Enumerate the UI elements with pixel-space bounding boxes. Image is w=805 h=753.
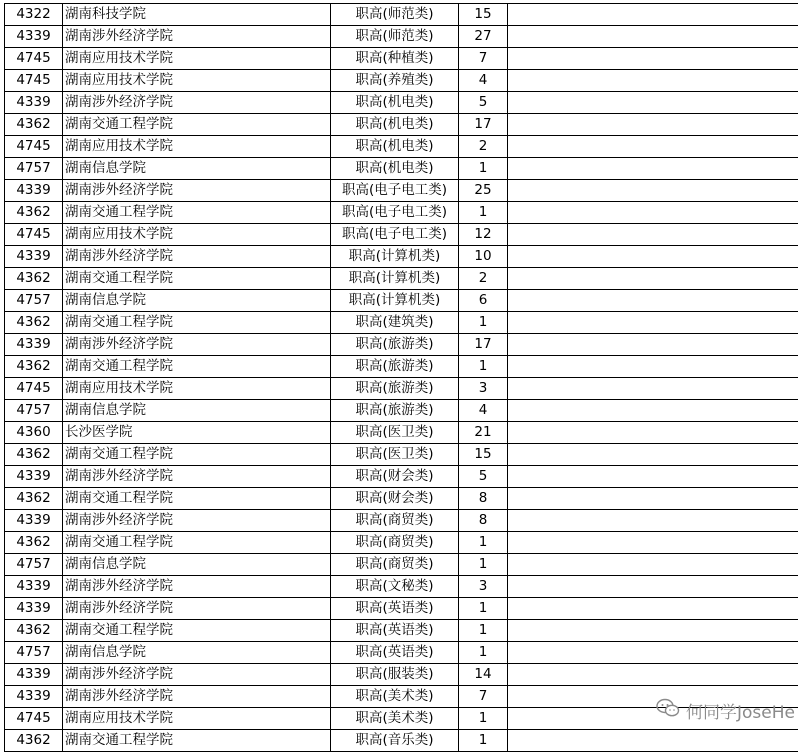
school-cell: 湖南涉外经济学院 (63, 92, 331, 114)
table-row (5, 444, 799, 466)
type-cell: 职高(美术类) (331, 708, 459, 730)
school-cell: 湖南涉外经济学院 (63, 246, 331, 268)
count-cell: 5 (459, 466, 508, 488)
type-cell: 职高(商贸类) (331, 510, 459, 532)
school-cell: 湖南交通工程学院 (63, 620, 331, 642)
school-cell: 湖南交通工程学院 (63, 730, 331, 752)
empty-cell (508, 70, 799, 92)
table-row (5, 114, 799, 136)
count-cell: 3 (459, 576, 508, 598)
code-cell: 4757 (5, 400, 63, 422)
type-cell: 职高(机电类) (331, 158, 459, 180)
table-row (5, 246, 799, 268)
table-row (5, 488, 799, 510)
code-cell: 4339 (5, 598, 63, 620)
school-cell: 湖南涉外经济学院 (63, 598, 331, 620)
school-cell: 湖南信息学院 (63, 400, 331, 422)
table-row (5, 400, 799, 422)
code-cell: 4745 (5, 224, 63, 246)
type-cell: 职高(计算机类) (331, 268, 459, 290)
count-cell: 1 (459, 202, 508, 224)
empty-cell (508, 92, 799, 114)
code-cell: 4339 (5, 246, 63, 268)
watermark-text: 何同学JoseHe (686, 703, 795, 723)
school-cell: 湖南涉外经济学院 (63, 664, 331, 686)
table-row (5, 180, 799, 202)
empty-cell (508, 356, 799, 378)
type-cell: 职高(旅游类) (331, 378, 459, 400)
empty-cell (508, 136, 799, 158)
empty-cell (508, 730, 799, 752)
type-cell: 职高(旅游类) (331, 334, 459, 356)
count-cell: 2 (459, 268, 508, 290)
type-cell: 职高(机电类) (331, 136, 459, 158)
count-cell: 1 (459, 598, 508, 620)
code-cell: 4757 (5, 158, 63, 180)
table-row (5, 312, 799, 334)
type-cell: 职高(商贸类) (331, 532, 459, 554)
type-cell: 职高(英语类) (331, 598, 459, 620)
school-cell: 湖南应用技术学院 (63, 48, 331, 70)
code-cell: 4339 (5, 26, 63, 48)
code-cell: 4745 (5, 378, 63, 400)
empty-cell (508, 664, 799, 686)
count-cell: 4 (459, 400, 508, 422)
type-cell: 职高(英语类) (331, 620, 459, 642)
type-cell: 职高(财会类) (331, 488, 459, 510)
table-row (5, 158, 799, 180)
type-cell: 职高(医卫类) (331, 444, 459, 466)
school-cell: 湖南信息学院 (63, 554, 331, 576)
school-cell: 湖南涉外经济学院 (63, 510, 331, 532)
school-cell: 湖南涉外经济学院 (63, 576, 331, 598)
code-cell: 4339 (5, 686, 63, 708)
empty-cell (508, 444, 799, 466)
school-cell: 湖南信息学院 (63, 642, 331, 664)
type-cell: 职高(财会类) (331, 466, 459, 488)
school-cell: 湖南涉外经济学院 (63, 180, 331, 202)
empty-cell (508, 466, 799, 488)
table-row (5, 70, 799, 92)
count-cell: 1 (459, 532, 508, 554)
type-cell: 职高(计算机类) (331, 246, 459, 268)
count-cell: 1 (459, 620, 508, 642)
table-row (5, 224, 799, 246)
code-cell: 4362 (5, 268, 63, 290)
type-cell: 职高(医卫类) (331, 422, 459, 444)
type-cell: 职高(师范类) (331, 26, 459, 48)
school-cell: 湖南信息学院 (63, 290, 331, 312)
count-cell: 17 (459, 114, 508, 136)
code-cell: 4745 (5, 70, 63, 92)
count-cell: 12 (459, 224, 508, 246)
count-cell: 17 (459, 334, 508, 356)
empty-cell (508, 180, 799, 202)
school-cell: 湖南涉外经济学院 (63, 334, 331, 356)
empty-cell (508, 268, 799, 290)
wechat-icon (656, 698, 680, 723)
code-cell: 4339 (5, 510, 63, 532)
watermark (656, 698, 795, 723)
code-cell: 4339 (5, 466, 63, 488)
code-cell: 4360 (5, 422, 63, 444)
count-cell: 1 (459, 158, 508, 180)
code-cell: 4362 (5, 620, 63, 642)
table-row (5, 664, 799, 686)
count-cell: 1 (459, 730, 508, 752)
code-cell: 4362 (5, 730, 63, 752)
school-cell: 湖南应用技术学院 (63, 708, 331, 730)
code-cell: 4362 (5, 312, 63, 334)
count-cell: 21 (459, 422, 508, 444)
count-cell: 3 (459, 378, 508, 400)
count-cell: 1 (459, 554, 508, 576)
school-cell: 湖南应用技术学院 (63, 136, 331, 158)
school-cell: 湖南应用技术学院 (63, 70, 331, 92)
empty-cell (508, 400, 799, 422)
table-row (5, 202, 799, 224)
type-cell: 职高(电子电工类) (331, 180, 459, 202)
type-cell: 职高(服装类) (331, 664, 459, 686)
school-cell: 湖南应用技术学院 (63, 378, 331, 400)
school-cell: 湖南涉外经济学院 (63, 686, 331, 708)
empty-cell (508, 598, 799, 620)
type-cell: 职高(电子电工类) (331, 224, 459, 246)
table-row (5, 136, 799, 158)
code-cell: 4757 (5, 554, 63, 576)
code-cell: 4339 (5, 334, 63, 356)
empty-cell (508, 488, 799, 510)
count-cell: 14 (459, 664, 508, 686)
table-row (5, 290, 799, 312)
count-cell: 27 (459, 26, 508, 48)
table-row (5, 92, 799, 114)
code-cell: 4362 (5, 444, 63, 466)
empty-cell (508, 246, 799, 268)
type-cell: 职高(美术类) (331, 686, 459, 708)
empty-cell (508, 532, 799, 554)
table-row (5, 378, 799, 400)
admission-table (4, 3, 798, 752)
table-row (5, 510, 799, 532)
code-cell: 4362 (5, 488, 63, 510)
school-cell: 湖南交通工程学院 (63, 488, 331, 510)
table-row (5, 268, 799, 290)
type-cell: 职高(英语类) (331, 642, 459, 664)
table-row (5, 576, 799, 598)
code-cell: 4362 (5, 202, 63, 224)
empty-cell (508, 620, 799, 642)
empty-cell (508, 312, 799, 334)
school-cell: 湖南涉外经济学院 (63, 466, 331, 488)
table-row (5, 642, 799, 664)
empty-cell (508, 576, 799, 598)
table-row (5, 598, 799, 620)
table-row (5, 554, 799, 576)
type-cell: 职高(音乐类) (331, 730, 459, 752)
empty-cell (508, 224, 799, 246)
type-cell: 职高(计算机类) (331, 290, 459, 312)
school-cell: 湖南交通工程学院 (63, 312, 331, 334)
type-cell: 职高(机电类) (331, 114, 459, 136)
table-row (5, 730, 799, 752)
school-cell: 湖南涉外经济学院 (63, 26, 331, 48)
empty-cell (508, 642, 799, 664)
table-row (5, 422, 799, 444)
empty-cell (508, 48, 799, 70)
empty-cell (508, 26, 799, 48)
count-cell: 25 (459, 180, 508, 202)
empty-cell (508, 554, 799, 576)
code-cell: 4362 (5, 532, 63, 554)
table-row (5, 356, 799, 378)
empty-cell (508, 158, 799, 180)
count-cell: 6 (459, 290, 508, 312)
code-cell: 4339 (5, 664, 63, 686)
count-cell: 7 (459, 48, 508, 70)
code-cell: 4745 (5, 708, 63, 730)
code-cell: 4362 (5, 114, 63, 136)
school-cell: 湖南交通工程学院 (63, 532, 331, 554)
table-row (5, 334, 799, 356)
type-cell: 职高(建筑类) (331, 312, 459, 334)
type-cell: 职高(文秘类) (331, 576, 459, 598)
empty-cell (508, 202, 799, 224)
code-cell: 4339 (5, 92, 63, 114)
type-cell: 职高(种植类) (331, 48, 459, 70)
school-cell: 湖南交通工程学院 (63, 356, 331, 378)
count-cell: 15 (459, 444, 508, 466)
school-cell: 湖南交通工程学院 (63, 444, 331, 466)
count-cell: 8 (459, 488, 508, 510)
table-row (5, 26, 799, 48)
empty-cell (508, 4, 799, 26)
count-cell: 10 (459, 246, 508, 268)
table-row (5, 620, 799, 642)
code-cell: 4322 (5, 4, 63, 26)
table-row (5, 532, 799, 554)
table-row (5, 4, 799, 26)
school-cell: 湖南科技学院 (63, 4, 331, 26)
school-cell: 湖南交通工程学院 (63, 114, 331, 136)
type-cell: 职高(商贸类) (331, 554, 459, 576)
type-cell: 职高(旅游类) (331, 400, 459, 422)
type-cell: 职高(养殖类) (331, 70, 459, 92)
empty-cell (508, 334, 799, 356)
empty-cell (508, 378, 799, 400)
count-cell: 1 (459, 312, 508, 334)
count-cell: 1 (459, 642, 508, 664)
code-cell: 4745 (5, 136, 63, 158)
school-cell: 湖南应用技术学院 (63, 224, 331, 246)
empty-cell (508, 114, 799, 136)
code-cell: 4339 (5, 180, 63, 202)
empty-cell (508, 422, 799, 444)
table-row (5, 466, 799, 488)
count-cell: 1 (459, 708, 508, 730)
code-cell: 4362 (5, 356, 63, 378)
type-cell: 职高(电子电工类) (331, 202, 459, 224)
type-cell: 职高(机电类) (331, 92, 459, 114)
school-cell: 湖南交通工程学院 (63, 202, 331, 224)
count-cell: 7 (459, 686, 508, 708)
count-cell: 2 (459, 136, 508, 158)
count-cell: 5 (459, 92, 508, 114)
school-cell: 湖南交通工程学院 (63, 268, 331, 290)
table-body (5, 4, 799, 752)
school-cell: 湖南信息学院 (63, 158, 331, 180)
empty-cell (508, 510, 799, 532)
count-cell: 15 (459, 4, 508, 26)
count-cell: 4 (459, 70, 508, 92)
empty-cell (508, 290, 799, 312)
table-row (5, 48, 799, 70)
code-cell: 4339 (5, 576, 63, 598)
code-cell: 4745 (5, 48, 63, 70)
count-cell: 8 (459, 510, 508, 532)
count-cell: 1 (459, 356, 508, 378)
code-cell: 4757 (5, 290, 63, 312)
school-cell: 长沙医学院 (63, 422, 331, 444)
code-cell: 4757 (5, 642, 63, 664)
type-cell: 职高(师范类) (331, 4, 459, 26)
type-cell: 职高(旅游类) (331, 356, 459, 378)
